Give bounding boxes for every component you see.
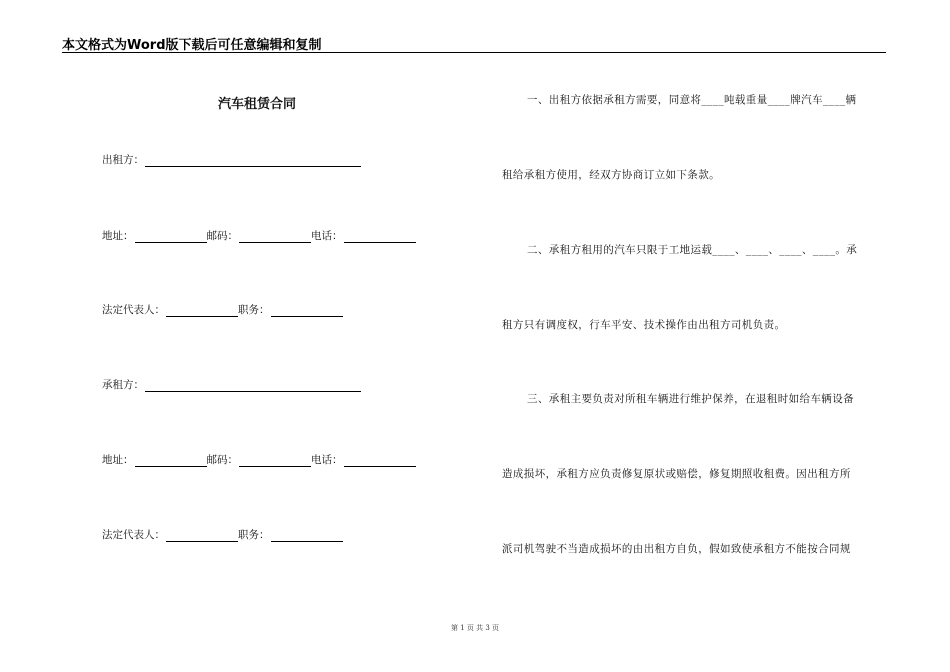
lessee-position-label: 职务： (238, 529, 270, 541)
lessor-postcode-blank[interactable] (239, 231, 311, 243)
lessor-label: 出租方： (102, 154, 144, 166)
lessee-rep-label: 法定代表人： (102, 529, 165, 541)
lessor-position-label: 职务： (238, 304, 270, 316)
clause-line: 一、出租方依据承租方需要，同意将____吨载重量____牌汽车____辆 (527, 94, 857, 106)
lessor-contact-row (102, 229, 416, 243)
lessor-phone-blank[interactable] (344, 231, 416, 243)
header-title: 本文格式为Word版下载后可任意编辑和复制 (62, 38, 322, 53)
lessee-postcode-blank[interactable] (239, 455, 311, 467)
lessee-position-blank[interactable] (271, 530, 343, 542)
lessee-blank[interactable] (145, 380, 361, 392)
lessor-phone-label: 电话： (311, 230, 343, 242)
lessor-rep-row (102, 303, 343, 317)
lessor-blank[interactable] (145, 155, 361, 167)
lessee-rep-blank[interactable] (166, 530, 238, 542)
lessor-row (102, 153, 361, 167)
lessor-rep-blank[interactable] (166, 305, 238, 317)
clause-line: 派司机驾驶不当造成损坏的由出租方自负，假如致使承租方不能按合同规 (502, 543, 851, 555)
lessee-address-label: 地址： (102, 454, 134, 466)
lessor-address-blank[interactable] (135, 231, 207, 243)
lessor-position-blank[interactable] (271, 305, 343, 317)
clause-line: 造成损坏，承租方应负责修复原状或赔偿，修复期照收租费。因出租方所 (502, 468, 851, 480)
lessor-rep-label: 法定代表人： (102, 304, 165, 316)
lessor-address-label: 地址： (102, 230, 134, 242)
document-title: 汽车租赁合同 (218, 97, 297, 112)
clause-line: 二、承租方租用的汽车只限于工地运载____、____、____、____。承 (527, 244, 858, 256)
lessee-label: 承租方： (102, 379, 144, 391)
lessee-phone-label: 电话： (311, 454, 343, 466)
clause-line: 租方只有调度权，行车平安、技术操作由出租方司机负责。 (502, 319, 786, 331)
clause-line: 三、承租主要负责对所租车辆进行维护保养，在退租时如给车辆设备 (527, 393, 854, 405)
page-number: 第 1 页 共 3 页 (450, 624, 500, 632)
lessee-contact-row (102, 453, 416, 467)
lessee-rep-row (102, 528, 343, 542)
lessor-postcode-label: 邮码： (206, 230, 238, 242)
header-divider (62, 52, 886, 53)
lessee-row (102, 378, 361, 392)
lessee-postcode-label: 邮码： (206, 454, 238, 466)
lessee-phone-blank[interactable] (344, 455, 416, 467)
lessee-address-blank[interactable] (135, 455, 207, 467)
clause-line: 租给承租方使用，经双方协商订立如下条款。 (502, 169, 720, 181)
